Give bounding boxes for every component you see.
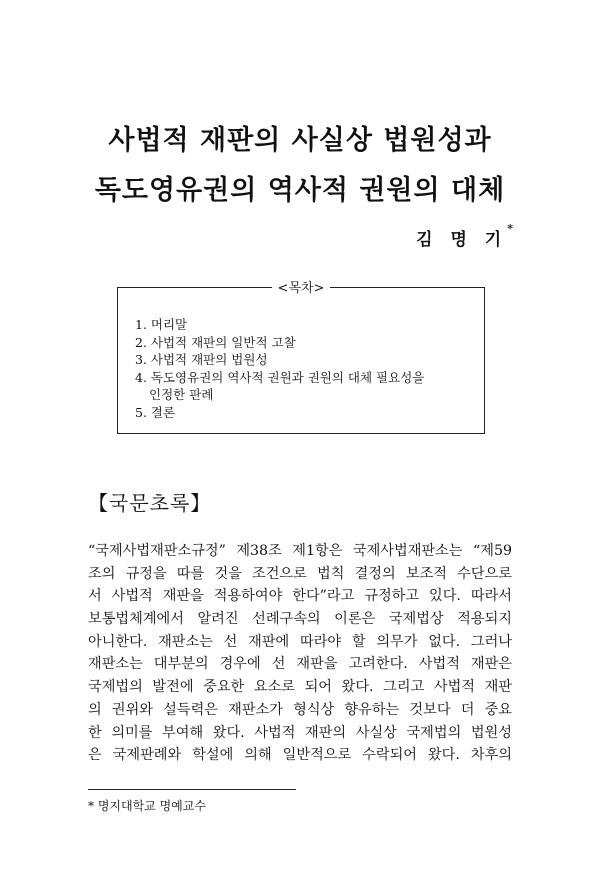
toc-item: 1. 머리말: [135, 317, 188, 332]
abstract-line: 은 국제판례와 학설에 의해 일반적으로 수락되어 왔다. 차후의: [88, 747, 512, 764]
toc-item-continuation: 인정한 판례: [149, 387, 214, 403]
paper-title-line-1: 사법적 재판의 사실상 법원성과: [108, 125, 492, 156]
abstract-line: 아니한다. 재판소는 선 재판에 따라야 할 의무가 없다. 그러나: [88, 633, 512, 650]
abstract-line: 보통법체계에서 알려진 선례구속의 이론은 국제법상 적용되지: [88, 611, 512, 628]
abstract-line: 서 사법적 재판을 적용하여야 한다”라고 규정하고 있다. 따라서: [88, 588, 512, 605]
table-of-contents: [117, 281, 485, 434]
toc-list: [135, 316, 424, 422]
abstract-body: [88, 540, 512, 767]
toc-item: 5. 결론: [135, 404, 176, 420]
paper-title-line-2: 독도영유권의 역사적 권원의 대체: [94, 175, 506, 206]
footnote: * 명지대학교 명예교수: [88, 799, 206, 813]
author-name: 김 명 기: [416, 230, 508, 250]
footnote-divider: [88, 789, 296, 790]
abstract-line: 한 의미를 부여해 왔다. 사법적 재판의 사실상 국제법의 법원성: [88, 724, 512, 741]
abstract-line: “국제사법재판소규정” 제38조 제1항은 국제사법재판소는 “제59: [88, 543, 512, 559]
toc-item: 3. 사법적 재판의 법원성: [135, 352, 268, 368]
abstract-line: 국제법의 발전에 중요한 요소로 되어 왔다. 그리고 사법적 재판: [88, 679, 512, 696]
abstract-line: 조의 규정을 따를 것을 조건으로 법칙 결정의 보조적 수단으로: [88, 565, 512, 582]
abstract-line: 의 권위와 설득력은 재판소가 형식상 향유하는 것보다 더 중요: [88, 701, 512, 718]
author: [416, 222, 513, 250]
toc-item: 2. 사법적 재판의 일반적 고찰: [135, 334, 296, 350]
toc-heading: <목차>: [272, 281, 331, 296]
abstract-heading: 【국문초록】: [88, 491, 212, 515]
author-footnote-mark: *: [507, 222, 513, 235]
abstract-line: 재판소는 대부분의 경우에 선 재판을 고려한다. 사법적 재판은: [88, 656, 512, 673]
toc-item: 4. 독도영유권의 역사적 권원과 권원의 대체 필요성을: [135, 369, 425, 385]
